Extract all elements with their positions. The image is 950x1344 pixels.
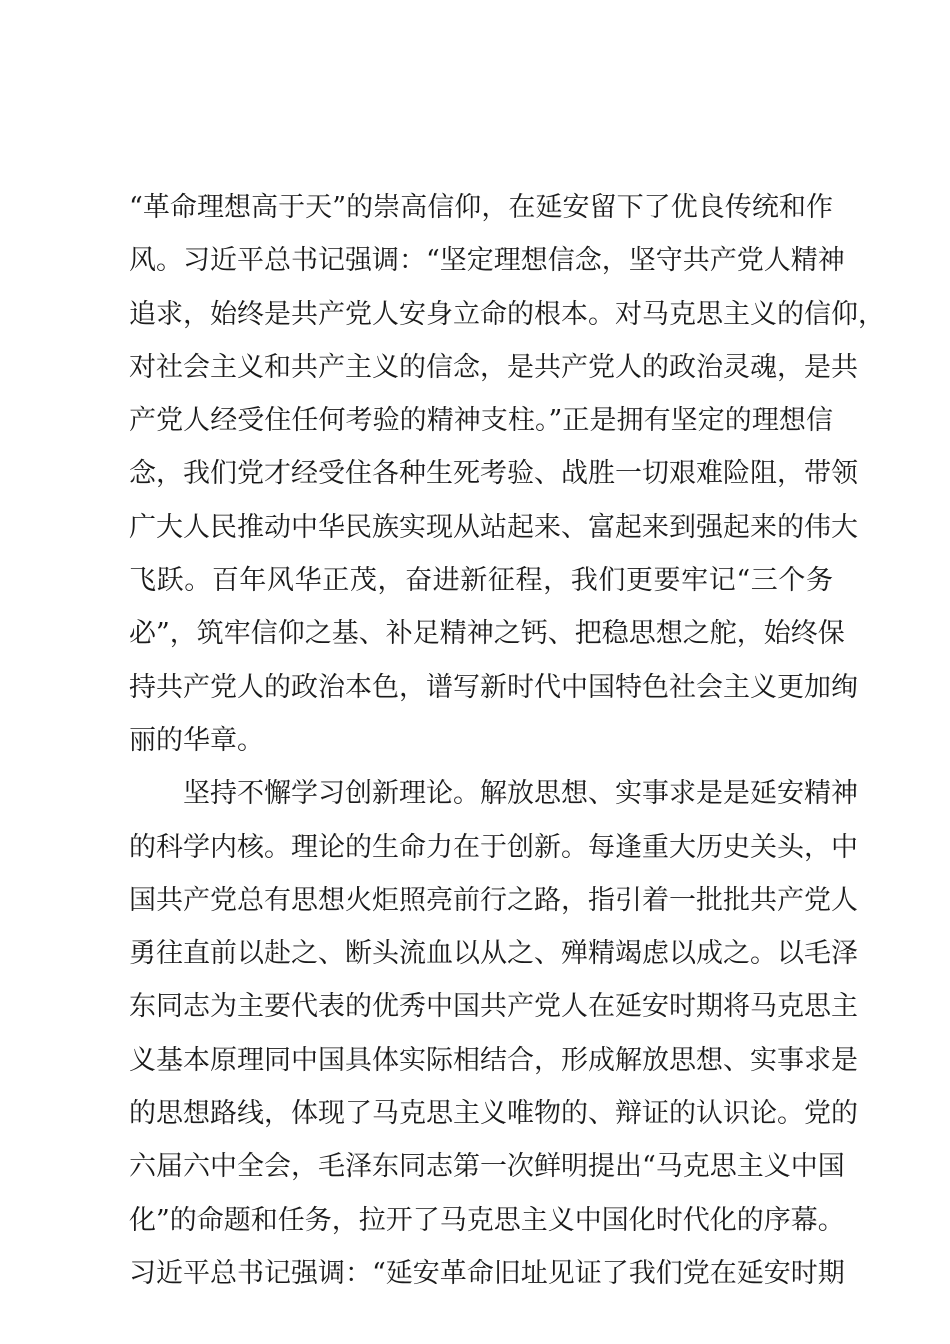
paragraph-2 (129, 767, 858, 1300)
text-line: 勇往直前以赴之、断头流血以从之、殚精竭虑以成之。以毛泽 (129, 938, 858, 970)
text-line: 化”的命题和任务，拉开了马克思主义中国化时代化的序幕。 (129, 1204, 845, 1236)
text-line: 丽的华章。 (129, 724, 264, 756)
text-line: 的思想路线，体现了马克思主义唯物的、辩证的认识论。党的 (129, 1098, 858, 1130)
text-line: 追求，始终是共产党人安身立命的根本。对马克思主义的信仰， (129, 298, 885, 330)
text-line: 义基本原理同中国具体实际相结合，形成解放思想、实事求是 (129, 1044, 858, 1076)
text-line: 风。习近平总书记强调：“坚定理想信念，坚守共产党人精神 (129, 245, 845, 277)
text-line: 的科学内核。理论的生命力在于创新。每逢重大历史关头，中 (129, 831, 858, 863)
text-line: 持共产党人的政治本色，谱写新时代中国特色社会主义更加绚 (129, 671, 858, 703)
body-text (129, 181, 885, 1300)
text-line: 六届六中全会，毛泽东同志第一次鲜明提出“马克思主义中国 (129, 1151, 845, 1183)
text-line: 飞跃。百年风华正茂，奋进新征程，我们更要牢记“三个务 (129, 565, 833, 597)
text-line: 习近平总书记强调：“延安革命旧址见证了我们党在延安时期 (129, 1257, 845, 1289)
text-line: 广大人民推动中华民族实现从站起来、富起来到强起来的伟大 (129, 511, 858, 543)
text-line: “革命理想高于天”的崇高信仰，在延安留下了优良传统和作 (129, 192, 833, 223)
text-line: 念，我们党才经受住各种生死考验、战胜一切艰难险阻，带领 (129, 458, 858, 490)
text-line: 国共产党总有思想火炬照亮前行之路，指引着一批批共产党人 (129, 884, 858, 916)
text-line: 产党人经受住任何考验的精神支柱。”正是拥有坚定的理想信 (129, 405, 833, 437)
text-line: 必”，筑牢信仰之基、补足精神之钙、把稳思想之舵，始终保 (129, 618, 845, 650)
text-line: 对社会主义和共产主义的信念，是共产党人的政治灵魂，是共 (129, 351, 858, 383)
paragraph-1 (129, 181, 885, 767)
text-line: 东同志为主要代表的优秀中国共产党人在延安时期将马克思主 (129, 991, 858, 1023)
text-line: 坚持不懈学习创新理论。解放思想、实事求是是延安精神 (183, 778, 858, 810)
